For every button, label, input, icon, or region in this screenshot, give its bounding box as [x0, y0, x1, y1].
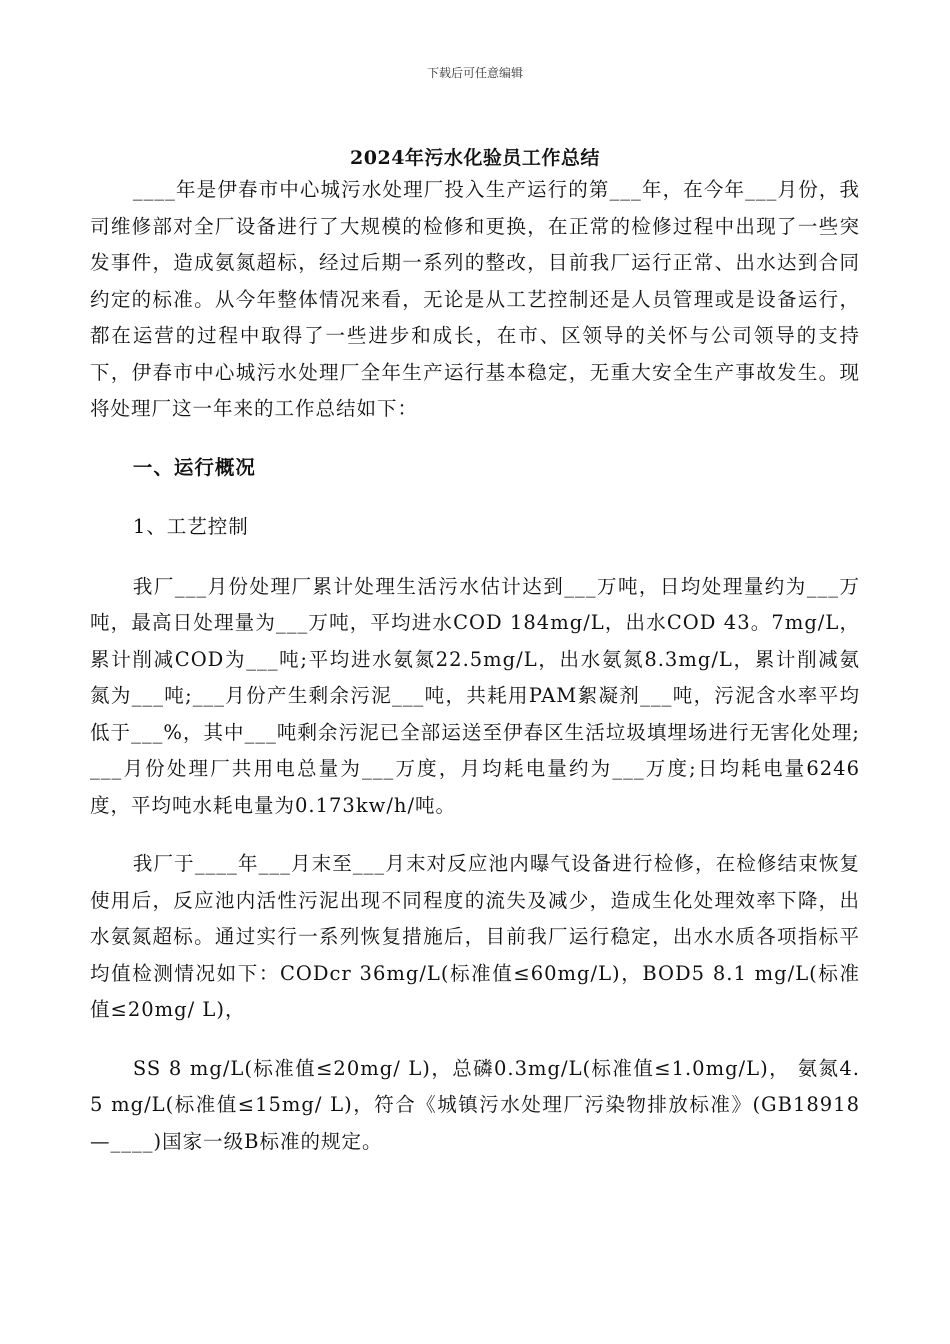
header-note: 下载后可任意编辑 — [426, 66, 523, 80]
document-body — [90, 172, 860, 1160]
maintenance-paragraph: 我厂于____年___月末至___月末对反应池内曝气设备进行检修，在检修结束恢复使用后，反应池内活性污泥出现不同程度的流失及减少，造成生化处理效率下降，出水氨氮超标。通过实行一系列恢复措施后，目前我厂运行稳定，出水水质各项指标平均值检测情况如下：CODcr 36mg/L(标准值≤60mg/L)，BOD5 8.1 mg/L(标准值≤20mg/ L)， — [90, 852, 861, 1021]
subsection-heading-process-control: 1、工艺控制 — [132, 515, 249, 538]
section-heading-operation-overview: 一、运行概况 — [132, 455, 256, 479]
document-title: 2024年污水化验员工作总结 — [350, 147, 600, 169]
process-control-paragraph: 我厂___月份处理厂累计处理生活污水估计达到___万吨，日均处理量约为___万吨，最高日处理量为___万吨，平均进水COD 184mg/L，出水COD 43。7mg/L，累计削减COD为___吨;平均进水氨氮22.5mg/L，出水氨氮8.3mg/L，累计削减氨氮为___吨;___月份产生剩余污泥___吨，共耗用PAM絮凝剂___吨，污泥含水率平均低于___%，其中___吨剩余污泥已全部运送至伊春区生活垃圾填埋场进行无害化处理;___月份处理厂共用电总量为___万度，月均耗电量约为___万度;日均耗电量6246度，平均吨水耗电量为0.173kw/h/吨。 — [90, 574, 860, 817]
intro-paragraph: ____年是伊春市中心城污水处理厂投入生产运行的第___年，在今年___月份，我司维修部对全厂设备进行了大规模的检修和更换，在正常的检修过程中出现了一些突发事件，造成氨氮超标，经过后期一系列的整改，目前我厂运行正常、出水达到合同约定的标准。从今年整体情况来看，无论是从工艺控制还是人员管理或是设备运行，都在运营的过程中取得了一些进步和成长，在市、区领导的关怀与公司领导的支持下，伊春市中心城污水处理厂全年生产运行基本稳定，无重大安全生产事故发生。现将处理厂这一年来的工作总结如下： — [90, 178, 860, 420]
water-quality-standards-paragraph: SS 8 mg/L(标准值≤20mg/ L)，总磷0.3mg/L(标准值≤1.0mg/L)， 氨氮4.5 mg/L(标准值≤15mg/ L)，符合《城镇污水处理厂污染物排放标准》(GB18918—____)国家一级B标准的规定。 — [90, 1056, 860, 1153]
